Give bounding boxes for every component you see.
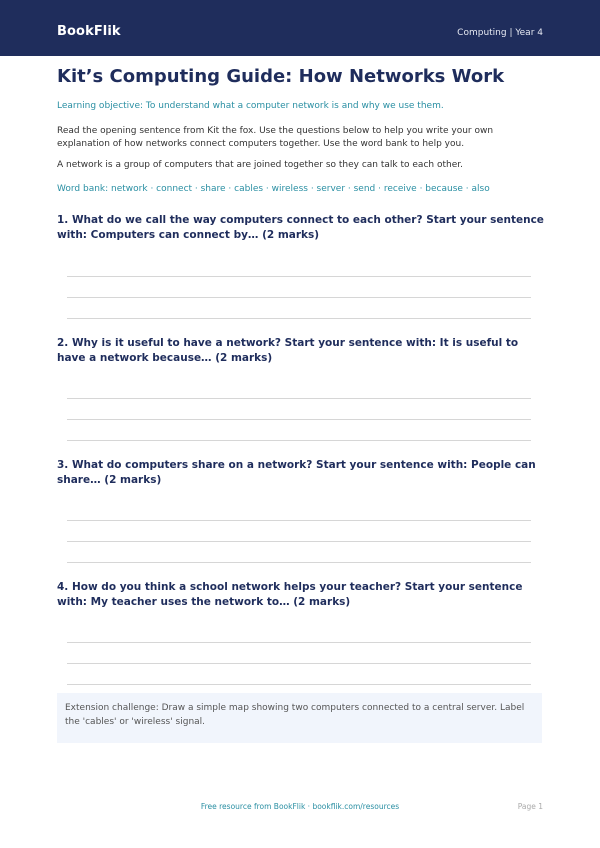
learning-objective: Learning objective: To understand what a computer network is and why we use them. bbox=[57, 101, 444, 111]
opening-sentence: A network is a group of computers that are joined together so they can talk to each other. bbox=[57, 160, 463, 170]
question-1: 1. What do we call the way computers connect to each other? Start your sentence with: Computers can connect by… (2 marks) bbox=[57, 214, 544, 241]
footer-credit: Free resource from BookFlik · bookflik.com/resources bbox=[200, 802, 400, 811]
answer-line[interactable] bbox=[67, 541, 531, 542]
question-2: 2. Why is it useful to have a network? Start your sentence with: It is useful to have a network because… (2 marks) bbox=[57, 337, 519, 364]
answer-line[interactable] bbox=[67, 663, 531, 664]
question-4: 4. How do you think a school network helps your teacher? Start your sentence with: My teacher uses the network to… (2 marks) bbox=[57, 581, 523, 608]
worksheet-title: Kit’s Computing Guide: How Networks Work bbox=[57, 66, 505, 87]
answer-line[interactable] bbox=[67, 562, 531, 563]
answer-line[interactable] bbox=[67, 276, 531, 277]
extension-text: Extension challenge: Draw a simple map showing two computers connected to a central server. Label the 'cables' or 'wireless' signal. bbox=[65, 703, 525, 727]
subject-year-label: Computing | Year 4 bbox=[457, 28, 543, 38]
question-3: 3. What do computers share on a network? Start your sentence with: People can share… (2 marks) bbox=[57, 459, 536, 486]
page-header bbox=[0, 0, 600, 56]
answer-line[interactable] bbox=[67, 318, 531, 319]
answer-line[interactable] bbox=[67, 398, 531, 399]
answer-line[interactable] bbox=[67, 684, 531, 685]
answer-line[interactable] bbox=[67, 520, 531, 521]
instructions: Read the opening sentence from Kit the fox. Use the questions below to help you write your own explanation of how networks connect computers together. Use the word bank to help you. bbox=[57, 126, 494, 149]
answer-line[interactable] bbox=[67, 642, 531, 643]
word-bank: Word bank: network · connect · share · cables · wireless · server · send · receive · because · also bbox=[57, 184, 490, 194]
answer-line[interactable] bbox=[67, 297, 531, 298]
answer-line[interactable] bbox=[67, 419, 531, 420]
page-number: Page 1 bbox=[517, 802, 543, 811]
answer-line[interactable] bbox=[67, 440, 531, 441]
extension-challenge bbox=[57, 693, 542, 743]
brand-logo: BookFlik bbox=[57, 24, 121, 39]
